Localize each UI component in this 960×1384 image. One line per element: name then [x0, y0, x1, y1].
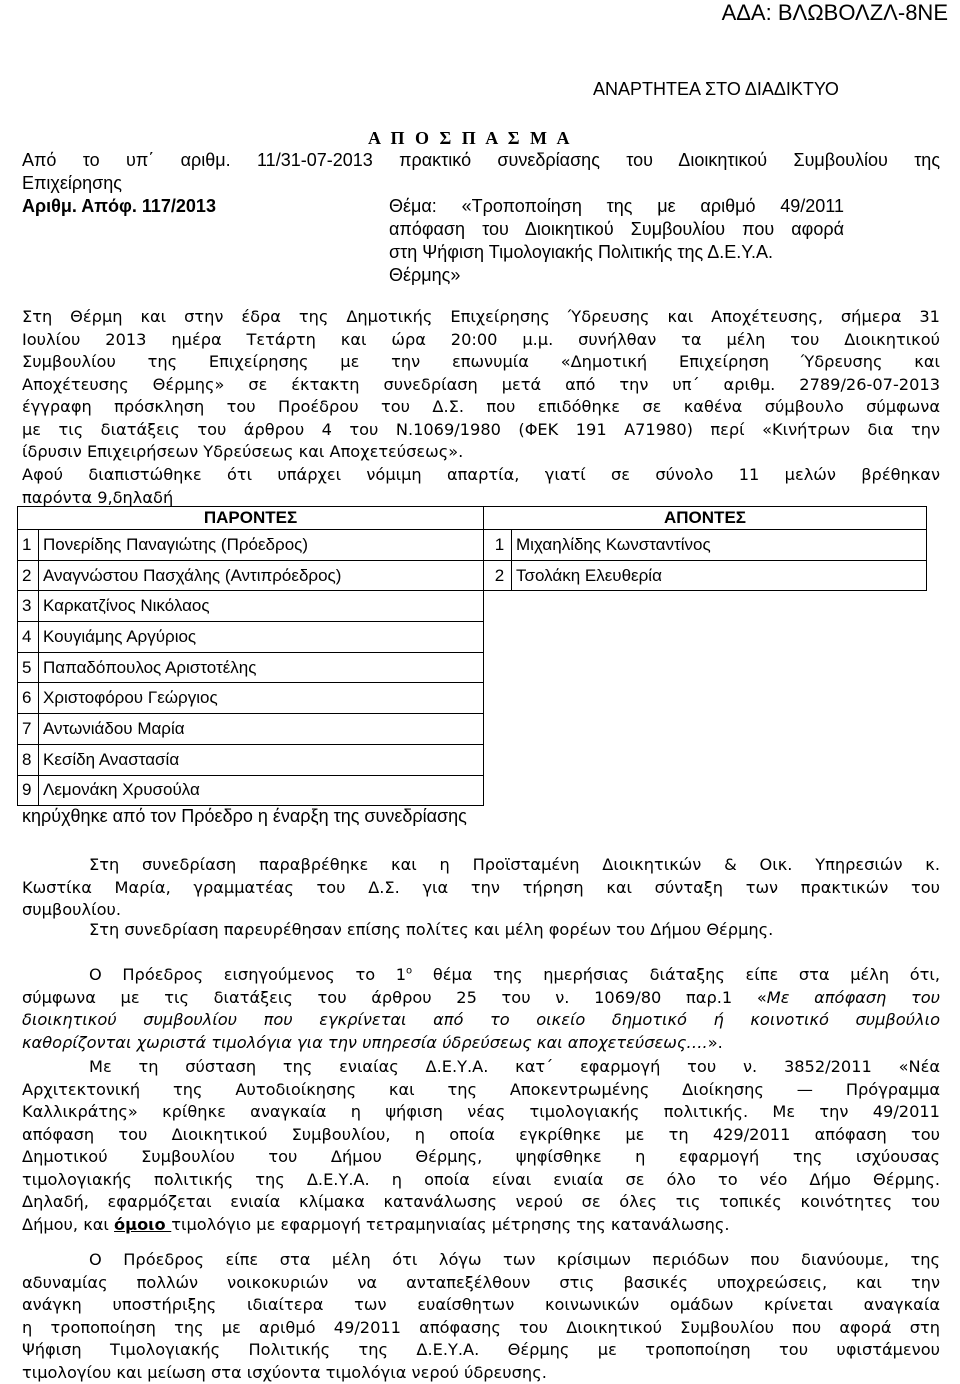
intro-line-1: Από το υπ΄ αριθμ. 11/31-07-2013 πρακτικό συνεδρίασης του Διοικητικού Συμβουλίου της	[22, 150, 940, 171]
paragraph-line: αδυναμίας πολλών νοικοκυριών να ανταπεξέλθουν στις βασικές υποχρεώσεις, και την	[22, 1272, 940, 1295]
member-name: Παπαδόπουλος Αριστοτέλης	[39, 652, 484, 683]
attendance-table	[17, 506, 927, 806]
paragraph-line: έγγραφη πρόσκληση του Προέδρου του Δ.Σ. που επιδόθηκε σε καθένα σύμβουλο σύμφωνα	[22, 396, 940, 419]
present-header: ΠΑΡΟΝΤΕΣ	[18, 507, 484, 530]
quote-span: Με απόφαση του	[767, 988, 940, 1007]
paragraph-attendees	[22, 854, 940, 922]
member-name: Αναγνώστου Πασχάλης (Αντιπρόεδρος)	[39, 560, 484, 591]
member-number: 1	[18, 530, 39, 561]
member-number: 4	[18, 622, 39, 653]
member-number: 6	[18, 683, 39, 714]
paragraph-line	[22, 1214, 940, 1237]
paragraph-line	[22, 987, 940, 1010]
paragraph-line: συμβουλίου.	[22, 899, 940, 922]
paragraph-line: Ψήφιση Τιμολογιακής Πολιτικής της Δ.Ε.Υ.Α. Θέρμης με τροποποίηση του υφιστάμενου	[22, 1339, 940, 1362]
text-span: Ο Πρόεδρος εισηγούμενος το 1	[89, 965, 406, 984]
member-name: Κεσίδη Αναστασία	[39, 744, 484, 775]
paragraph-proposal	[22, 964, 940, 1054]
subject-line-2: απόφαση του Διοικητικού Συμβουλίου που αφορά	[389, 219, 844, 240]
member-number: 8	[18, 744, 39, 775]
table-row	[18, 775, 927, 806]
paragraph-line: Αρχιτεκτονική της Αυτοδιοίκησης και της Αποκεντρωμένης Διοίκησης — Πρόγραμμα	[22, 1079, 940, 1102]
member-number: 3	[18, 591, 39, 622]
member-name: Μιχαηλίδης Κωνσταντίνος	[512, 530, 927, 561]
paragraph-kallikratis	[22, 1056, 940, 1236]
member-name: Αντωνιάδου Μαρία	[39, 714, 484, 745]
paragraph-meeting	[22, 306, 940, 464]
text-span: σύμφωνα με τις διατάξεις του άρθρου 25 του ν. 1069/80 παρ.1 «	[22, 988, 767, 1007]
paragraph-line: Στη συνεδρίαση παραβρέθηκε και η Προϊσταμένη Διοικητικών & Οικ. Υπηρεσιών κ.	[22, 854, 940, 877]
empty-cell	[484, 591, 927, 622]
table-row	[18, 652, 927, 683]
paragraph-quorum	[22, 464, 940, 509]
intro-line-2: Επιχείρησης	[22, 173, 122, 194]
empty-cell	[484, 744, 927, 775]
text-span: Δήμου, και	[22, 1215, 114, 1234]
paragraph-line: Αποχέτευσης Θέρμης» σε έκτακτη συνεδρίαση μετά από την υπ΄ αριθμ. 2789/26-07-2013	[22, 374, 940, 397]
member-number: 5	[18, 652, 39, 683]
paragraph-line	[22, 964, 940, 987]
table-row	[18, 530, 927, 561]
empty-cell	[484, 622, 927, 653]
subject-line-1: Θέμα: «Τροποποίηση της με αριθμό 49/2011	[389, 196, 844, 217]
paragraph-line: παρόντα 9,δηλαδή	[22, 487, 940, 510]
table-row	[18, 560, 927, 591]
paragraph-line: Καλλικράτης» κρίθηκε αναγκαία η ψήφιση νέας τιμολογιακής πολιτικής. Με την 49/2011	[22, 1101, 940, 1124]
absent-header: ΑΠΟΝΤΕΣ	[484, 507, 927, 530]
paragraph-line: τιμολογιακής πολιτικής της Δ.Ε.Υ.Α. η οποία είναι ενιαία σε όλο το νέο Δήμο Θέρμης.	[22, 1169, 940, 1192]
member-name: Πονερίδης Παναγιώτης (Πρόεδρος)	[39, 530, 484, 561]
attendance-header-row	[18, 507, 927, 530]
table-row	[18, 714, 927, 745]
empty-cell	[484, 714, 927, 745]
member-name: Καρκατζίνος Νικόλαος	[39, 591, 484, 622]
subject-line-3: στη Ψήφιση Τιμολογιακής Πολιτικής της Δ.Ε.Υ.Α.	[389, 242, 773, 263]
empty-cell	[484, 652, 927, 683]
decision-number: Αριθμ. Απόφ. 117/2013	[22, 196, 216, 217]
member-number: 2	[18, 560, 39, 591]
member-number: 1	[484, 530, 512, 561]
paragraph-line: Ο Πρόεδρος είπε στα μέλη ότι λόγω των κρίσιμων περιόδων που διανύουμε, της	[22, 1249, 940, 1272]
table-row	[18, 591, 927, 622]
paragraph-line: ανάγκη υποστήριξης ιδιαίτερα των ευαίσθητων κοινωνικών ομάδων κρίνεται αναγκαία	[22, 1294, 940, 1317]
paragraph-line: τιμολογίου και μείωση στα ισχύοντα τιμολόγια νερού ύδρευσης.	[22, 1362, 940, 1384]
member-number: 9	[18, 775, 39, 806]
member-name: Κουγιάμης Αργύριος	[39, 622, 484, 653]
paragraph-line: διοικητικού συμβουλίου που εγκρίνεται από το οικείο δημοτικό ή κοινοτικό συμβούλιο	[22, 1009, 940, 1032]
paragraph-line	[22, 1032, 940, 1055]
paragraph-line: Στη Θέρμη και στην έδρα της Δημοτικής Επιχείρησης Ύδρευσης και Αποχέτευσης, σήμερα 31	[22, 306, 940, 329]
table-row	[18, 744, 927, 775]
subject-line-4: Θέρμης»	[389, 265, 460, 286]
member-name: Χριστοφόρου Γεώργιος	[39, 683, 484, 714]
paragraph-line: Δημοτικού Συμβουλίου του Δήμου Θέρμης, ψηφίσθηκε η εφαρμογή της ισχύουσας	[22, 1146, 940, 1169]
emphasis-span: όμοιο	[114, 1215, 171, 1234]
member-name: Λεμονάκη Χρυσούλα	[39, 775, 484, 806]
empty-cell	[484, 775, 927, 806]
paragraph-line: Με τη σύσταση της ενιαίας Δ.Ε.Υ.Α. κατ΄ εφαρμογή του ν. 3852/2011 «Νέα	[22, 1056, 940, 1079]
empty-cell	[484, 683, 927, 714]
paragraph-line: Κωστίκα Μαρία, γραμματέας του Δ.Σ. για την τήρηση και σύνταξη των πρακτικών του	[22, 877, 940, 900]
text-span: θέμα της ημερήσιας διάταξης είπε στα μέλη ότι,	[412, 965, 940, 984]
ada-code: ΑΔΑ: ΒΛΩΒΟΛΖΛ-8ΝΕ	[722, 0, 948, 26]
paragraph-crisis	[22, 1249, 940, 1384]
paragraph-line: Δηλαδή, εφαρμόζεται ενιαία κλίμακα κατανάλωσης νερού σε όλες τις τοπικές κοινότητες του	[22, 1191, 940, 1214]
quote-span: καθορίζονται χωριστά τιμολόγια για την υπηρεσία ύδρεύσεως και αποχετεύσεως….	[22, 1033, 708, 1052]
text-span: τιμολόγιο με εφαρμογή τετραμηνιαίας μέτρησης της κατανάλωσης.	[171, 1215, 729, 1234]
text-span: ».	[708, 1033, 723, 1052]
paragraph-line: Ιουλίου 2013 ημέρα Τετάρτη και ώρα 20:00 μ.μ. συνήλθαν τα μέλη του Διοικητικού	[22, 329, 940, 352]
member-number: 7	[18, 714, 39, 745]
paragraph-line: ίδρυσιν Επιχειρήσεων Υδρεύσεως και Αποχετεύσεως».	[22, 441, 940, 464]
publish-notice: ΑΝΑΡΤΗΤΕΑ ΣΤΟ ΔΙΑΔΙΚΤΥΟ	[593, 79, 839, 100]
document-title: Α Π Ο Σ Π Α Σ Μ Α	[368, 128, 573, 149]
member-name: Τσολάκη Ελευθερία	[512, 560, 927, 591]
member-number: 2	[484, 560, 512, 591]
paragraph-citizens: Στη συνεδρίαση παρευρέθησαν επίσης πολίτες και μέλη φορέων του Δήμου Θέρμης.	[89, 920, 773, 939]
opening-statement: κηρύχθηκε από τον Πρόεδρο η έναρξη της συνεδρίασης	[22, 806, 467, 827]
table-row	[18, 622, 927, 653]
ordinal-sup: ο	[406, 966, 412, 977]
paragraph-line: Συμβουλίου της Επιχείρησης με την επωνυμία «Δημοτική Επιχείρηση Ύδρευσης και	[22, 351, 940, 374]
table-row	[18, 683, 927, 714]
paragraph-line: Αφού διαπιστώθηκε ότι υπάρχει νόμιμη απαρτία, γιατί σε σύνολο 11 μελών βρέθηκαν	[22, 464, 940, 487]
paragraph-line: απόφαση του Διοικητικού Συμβουλίου, η οποία εγκρίθηκε με τη 429/2011 απόφαση του	[22, 1124, 940, 1147]
paragraph-line: η τροποποίηση της με αριθμό 49/2011 απόφασης του Διοικητικού Συμβουλίου που αφορά στη	[22, 1317, 940, 1340]
paragraph-line: με τις διατάξεις του άρθρου 4 του Ν.1069/1980 (ΦΕΚ 191 Α71980) περί «Κινήτρων δια την	[22, 419, 940, 442]
